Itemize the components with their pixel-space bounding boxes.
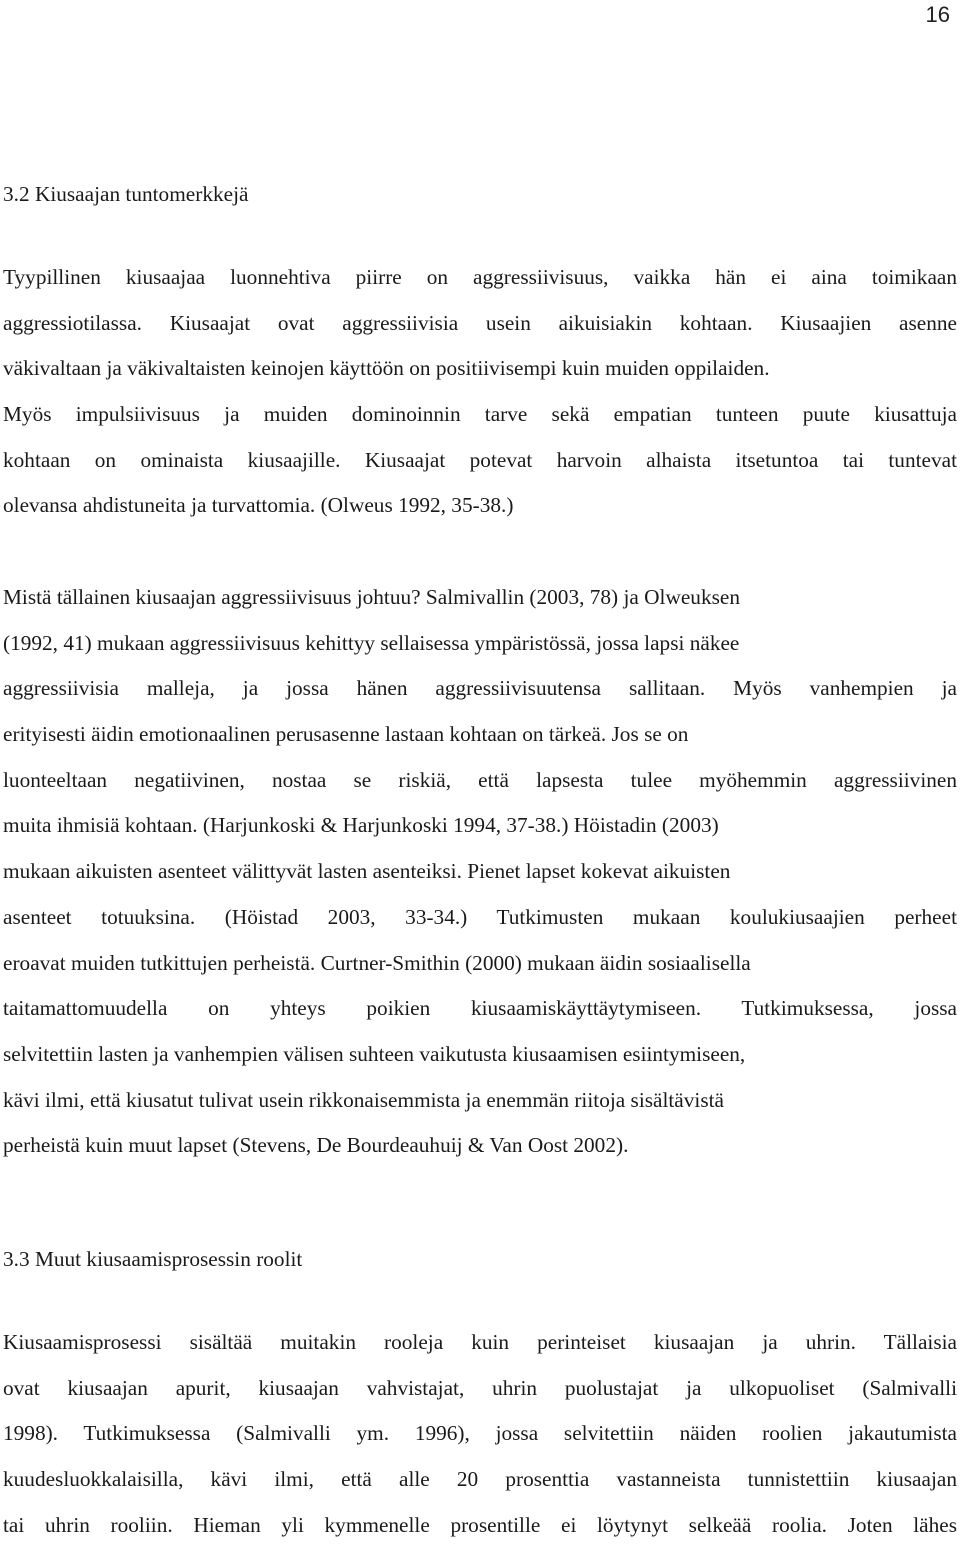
text-line: luonteeltaan negatiivinen, nostaa se riskiä, että lapsesta tulee myöhemmin aggressiivinen — [3, 767, 957, 792]
text-line: eroavat muiden tutkittujen perheistä. Curtner-Smithin (2000) mukaan äidin sosiaalisella — [3, 950, 751, 975]
paragraph — [3, 1327, 957, 1555]
text-line: perheistä kuin muut lapset (Stevens, De Bourdeauhuij & Van Oost 2002). — [3, 1133, 629, 1158]
text-line: väkivaltaan ja väkivaltaisten keinojen käyttöön on positiivisempi kuin muiden oppilaiden. — [3, 356, 770, 381]
section-heading: 3.2 Kiusaajan tuntomerkkejä — [3, 182, 249, 206]
text-line: asenteet totuuksina. (Höistad 2003, 33-34.) Tutkimusten mukaan koulukiusaajien perheet — [3, 904, 957, 929]
text-line: mukaan aikuisten asenteet välittyvät lasten asenteiksi. Pienet lapset kokevat aikuisten — [3, 859, 731, 884]
text-line: taitamattomuudella on yhteys poikien kiusaamiskäyttäytymiseen. Tutkimuksessa, jossa — [3, 996, 957, 1021]
text-line: kuudesluokkalaisilla, kävi ilmi, että alle 20 prosenttia vastanneista tunnistettiin kiusaajan — [3, 1467, 957, 1492]
page-number: 16 — [925, 2, 950, 27]
text-line: tai uhrin rooliin. Hieman yli kymmenelle prosentille ei löytynyt selkeää roolia. Joten lähes — [3, 1512, 957, 1537]
text-line: kävi ilmi, että kiusatut tulivat usein rikkonaisemmista ja enemmän riitoja sisältävistä — [3, 1087, 724, 1112]
text-line: (1992, 41) mukaan aggressiivisuus kehittyy sellaisessa ympäristössä, jossa lapsi näkee — [3, 630, 740, 655]
text-line: selvitettiin lasten ja vanhempien välisen suhteen vaikutusta kiusaamisen esiintymiseen, — [3, 1041, 746, 1066]
text-line: Tyypillinen kiusaajaa luonnehtiva piirre on aggressiivisuus, vaikka hän ei aina toimikaan — [3, 265, 957, 289]
text-line: 1998). Tutkimuksessa (Salmivalli ym. 1996), jossa selvitettiin näiden roolien jakautumista — [3, 1421, 957, 1446]
text-line: aggressiivisia malleja, ja jossa hänen aggressiivisuutensa sallitaan. Myös vanhempien ja — [3, 676, 957, 701]
section-heading: 3.3 Muut kiusaamisprosessin roolit — [3, 1247, 303, 1271]
text-line: ovat kiusaajan apurit, kiusaajan vahvistajat, uhrin puolustajat ja ulkopuoliset (Salmivalli — [3, 1375, 957, 1400]
text-line: Myös impulsiivisuus ja muiden dominoinnin tarve sekä empatian tunteen puute kiusattuja — [3, 402, 957, 427]
paragraph — [3, 262, 957, 536]
paragraph — [3, 582, 957, 1176]
text-line: Kiusaamisprosessi sisältää muitakin rooleja kuin perinteiset kiusaajan ja uhrin. Tällaisia — [3, 1330, 957, 1354]
text-line: olevansa ahdistuneita ja turvattomia. (Olweus 1992, 35-38.) — [3, 493, 514, 518]
text-line: erityisesti äidin emotionaalinen perusasenne lastaan kohtaan on tärkeä. Jos se on — [3, 722, 689, 747]
text-line: muita ihmisiä kohtaan. (Harjunkoski & Harjunkoski 1994, 37-38.) Höistadin (2003) — [3, 813, 719, 838]
text-line: aggressiotilassa. Kiusaajat ovat aggressiivisia usein aikuisiakin kohtaan. Kiusaajien asenne — [3, 310, 957, 335]
text-line: kohtaan on ominaista kiusaajille. Kiusaajat potevat harvoin alhaista itsetuntoa tai tuntevat — [3, 447, 957, 472]
text-line: Mistä tällainen kiusaajan aggressiivisuus johtuu? Salmivallin (2003, 78) ja Olweuksen — [3, 585, 740, 609]
